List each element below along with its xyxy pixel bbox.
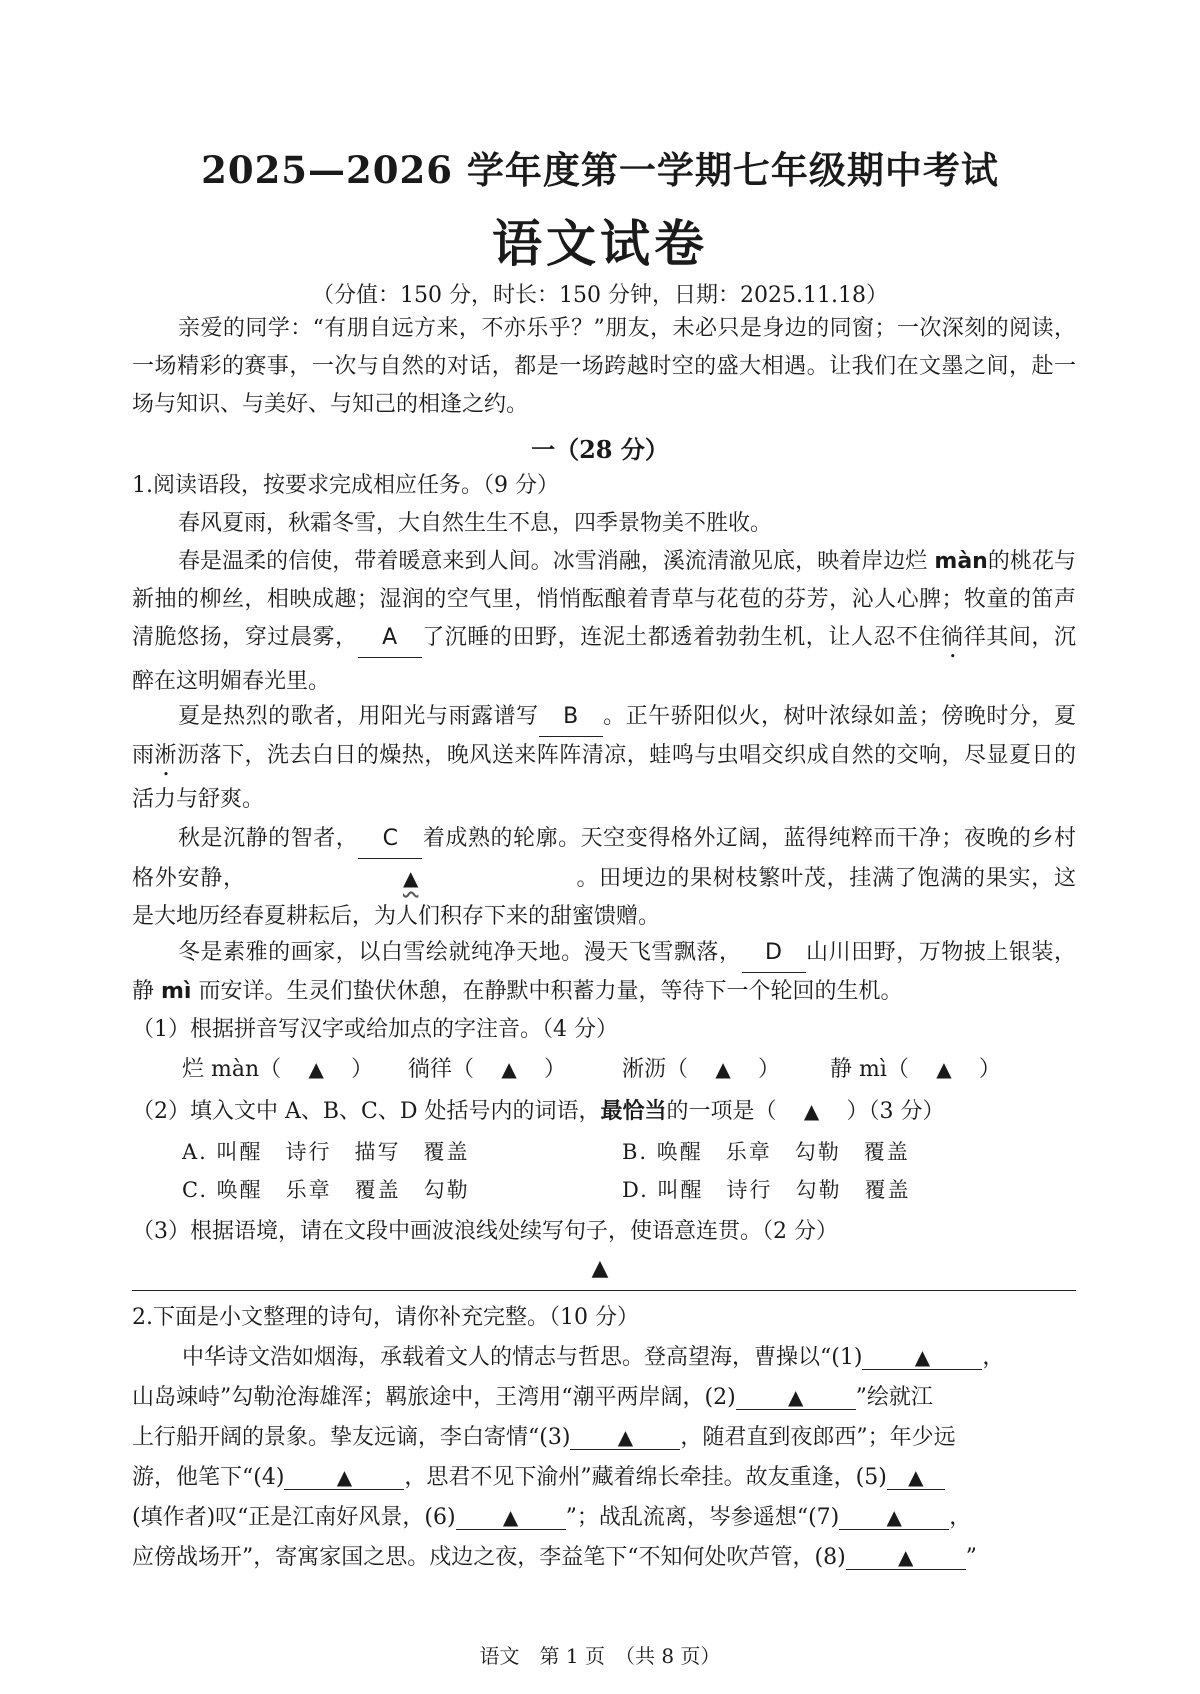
blank-c: C <box>358 820 422 859</box>
blank-d: D <box>742 934 806 973</box>
item-word: 淅沥（ <box>622 1057 689 1082</box>
exam-subtitle: 语文试卷 <box>492 214 708 273</box>
q1-sub1-label: （1）根据拼音写汉字或给加点的字注音。（4 分） <box>132 1017 618 1042</box>
text-run: ， <box>982 1345 1005 1370</box>
text-run: 游，他笔下“(4) <box>132 1465 285 1490</box>
q1-paragraph-spring <box>132 543 1076 701</box>
text-run: ， <box>949 1505 972 1530</box>
question-2-heading: 2.下面是小文整理的诗句，请你补充完整。（10 分） <box>132 1305 639 1330</box>
poem-line-2 <box>132 1380 933 1411</box>
text-run: 夏是热烈的歌者，用阳光与雨露谱写 <box>178 704 539 729</box>
text-run: 的桃花与新抽的柳丝，相映成趣；湿润的空气里，悄悄酝酿着青草与花苞的芬芳，沁人心脾；牧童的笛声清脆悠扬，穿过晨雾， <box>132 549 1076 650</box>
answer-mark: ▲ <box>936 1057 952 1081</box>
text-run: 徉其间，沉醉在这明媚春光里。 <box>132 625 1076 694</box>
dotted-char: 徜 <box>941 625 964 650</box>
item-close: ） <box>351 1057 374 1082</box>
text-run: ）（3 分） <box>846 1099 945 1124</box>
text-run: ，思君不见下渝州”藏着绵长牵挂。故友重逢，(5) <box>404 1465 887 1490</box>
poem-line-4 <box>132 1460 945 1491</box>
q1-sub2-label <box>132 1094 945 1125</box>
poem-line-6 <box>132 1540 977 1571</box>
text-run: 了沉睡的田野，连泥土都透着勃勃生机，让人忍不住 <box>421 625 942 650</box>
answer-item-2[interactable] <box>408 1052 566 1083</box>
item-close: ） <box>978 1057 1001 1082</box>
answer-mark: ▲ <box>308 1057 324 1081</box>
answer-line-mark[interactable]: ▲ <box>591 1256 609 1281</box>
text-run: （2）填入文中 A、B、C、D 处括号内的词语， <box>132 1099 601 1124</box>
blank-6[interactable]: ▲ <box>456 1505 566 1530</box>
answer-item-1[interactable] <box>182 1052 373 1083</box>
item-close: ） <box>544 1057 567 1082</box>
exam-meta: （分值：150 分，时长：150 分钟，日期：2025.11.18） <box>312 283 888 308</box>
text-run: ，随君直到夜郎西”；年少远 <box>680 1425 956 1450</box>
text-run: 着成熟的轮廓。天空变得格外辽阔，蓝得纯粹而干净；夜晚的乡村格外安静， <box>132 826 1076 891</box>
answer-mark: ▲ <box>715 1057 731 1081</box>
pinyin-man: màn <box>934 549 988 574</box>
poem-line-1 <box>182 1340 1004 1371</box>
q1-paragraph-summer <box>132 698 1076 819</box>
q1-paragraph-winter <box>132 934 1076 1011</box>
text-run: 中华诗文浩如烟海，承载着文人的情志与哲思。登高望海，曹操以“(1) <box>182 1345 863 1370</box>
pinyin-mi: mì <box>161 979 192 1004</box>
blank-4[interactable]: ▲ <box>284 1465 404 1490</box>
wavy-line-blank[interactable]: ▲ <box>403 866 419 890</box>
section-title: 一（28 分） <box>531 435 669 464</box>
text-run: (填作者)叹“正是江南好风景，(6) <box>132 1505 456 1530</box>
answer-item-3[interactable] <box>622 1052 780 1083</box>
option-d[interactable]: D. 叫醒 诗行 勾勒 覆盖 <box>622 1178 911 1202</box>
option-a[interactable]: A. 叫醒 诗行 描写 覆盖 <box>182 1140 470 1164</box>
text-run: ”绘就江 <box>855 1385 933 1410</box>
q1-sub3-label: （3）根据语境，请在文段中画波浪线处续写句子，使语意连贯。（2 分） <box>132 1219 838 1244</box>
emphasis-text: 最恰当 <box>600 1098 667 1124</box>
blank-7[interactable]: ▲ <box>839 1505 949 1530</box>
text-run: ” <box>965 1545 977 1570</box>
blank-5[interactable]: ▲ <box>887 1465 945 1490</box>
blank-8[interactable]: ▲ <box>846 1545 966 1570</box>
answer-mark[interactable]: ▲ <box>803 1099 820 1123</box>
exam-title: 2025—2026 学年度第一学期七年级期中考试 <box>201 148 999 192</box>
text-run: 应傍战场开”，寄寓家国之思。戍边之夜，李益笔下“不知何处吹芦管，(8) <box>132 1545 846 1570</box>
q1-paragraph-autumn <box>132 820 1076 936</box>
option-c[interactable]: C. 唤醒 乐章 覆盖 勾勒 <box>182 1178 470 1202</box>
text-run: 山川田野，万物披上银装，静 <box>132 940 1076 1004</box>
item-close: ） <box>758 1057 781 1082</box>
q1-paragraph-1: 春风夏雨，秋霜冬雪，大自然生生不息，四季景物美不胜收。 <box>178 511 773 536</box>
answer-mark: ▲ <box>501 1057 517 1081</box>
page-footer: 语文 第 1 页 （共 8 页） <box>479 1644 721 1668</box>
option-b[interactable]: B. 唤醒 乐章 勾勒 覆盖 <box>622 1140 910 1164</box>
poem-line-5 <box>132 1500 971 1531</box>
text-run: 秋是沉静的智者， <box>178 826 359 851</box>
text-run: 。正午骄阳似火，树叶浓绿如盖；傍晚时分，夏雨 <box>132 704 1076 768</box>
text-run: 的一项是（ <box>666 1099 777 1124</box>
dotted-char: 淅 <box>154 743 177 768</box>
blank-b: B <box>539 698 603 737</box>
item-word: 烂 màn（ <box>182 1057 282 1082</box>
question-1-heading: 1.阅读语段，按要求完成相应任务。（9 分） <box>132 473 559 498</box>
text-run: 而安详。生灵们蛰伏休憩，在静默中积蓄力量，等待下一个轮回的生机。 <box>191 979 903 1004</box>
blank-a: A <box>358 619 422 658</box>
text-run: 上行船开阔的景象。挚友远谪，李白寄情“(3) <box>132 1425 571 1450</box>
answer-line[interactable] <box>132 1290 1076 1291</box>
text-run: 冬是素雅的画家，以白雪绘就纯净天地。漫天飞雪飘落， <box>178 940 742 965</box>
text-run: 沥落下，洗去白日的燥热，晚风送来阵阵清凉，蛙鸣与虫唱交织成自然的交响，尽显夏日的活力与舒爽。 <box>132 743 1076 812</box>
text-run: 。田埂边的果树枝繁叶茂，挂满了饱满的果实，这是大地历经春夏耕耘后，为人们积存下来的甜蜜馈赠。 <box>132 866 1076 929</box>
text-run: 山岛竦峙”勾勒沧海雄浑；羁旅途中，王湾用“潮平两岸阔，(2) <box>132 1385 736 1410</box>
item-word: 静 mì（ <box>830 1057 909 1082</box>
text-run: ”；战乱流离，岑参遥想“(7) <box>565 1505 840 1530</box>
text-run: 春是温柔的信使，带着暖意来到人间。冰雪消融，溪流清澈见底，映着岸边烂 <box>178 549 928 574</box>
blank-2[interactable]: ▲ <box>736 1385 856 1410</box>
blank-1[interactable]: ▲ <box>862 1345 982 1370</box>
blank-3[interactable]: ▲ <box>570 1425 680 1450</box>
answer-item-4[interactable] <box>830 1052 1001 1083</box>
item-word: 徜徉（ <box>408 1057 475 1082</box>
intro-paragraph: 亲爱的同学：“有朋自远方来，不亦乐乎？”朋友，未必只是身边的同窗；一次深刻的阅读，一场精彩的赛事，一次与自然的对话，都是一场跨越时空的盛大相遇。让我们在文墨之间，赴一场与知识、与美好、与知己的相逢之约。 <box>132 316 1076 417</box>
poem-line-3 <box>132 1420 956 1451</box>
